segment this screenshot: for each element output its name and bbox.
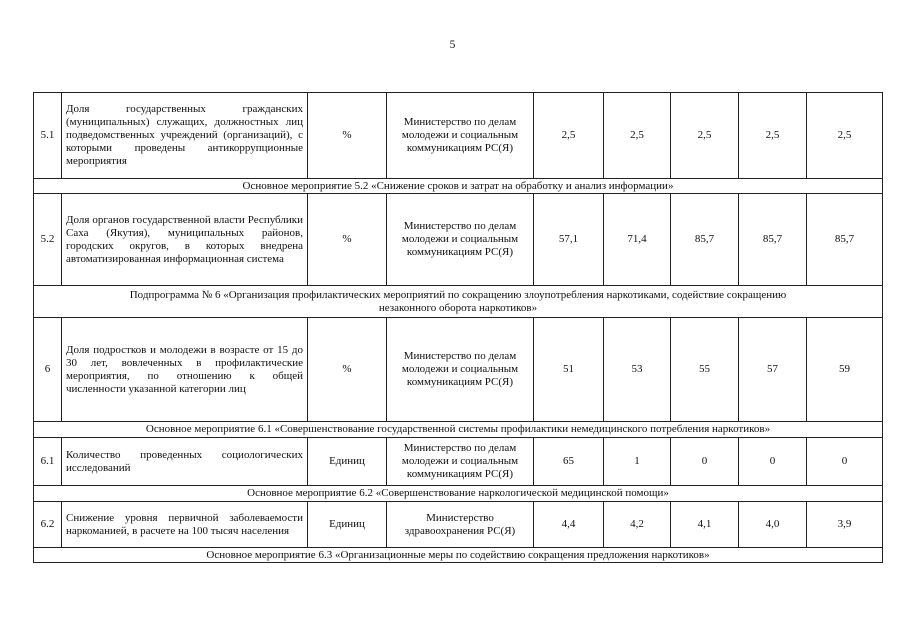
section-heading: Основное мероприятие 6.3 «Организационные меры по содействию сокращения предложения наркотиков» (34, 548, 883, 563)
indicator-value: 4,0 (739, 502, 807, 548)
row-number: 5.2 (34, 194, 62, 286)
indicator-unit: % (308, 93, 387, 179)
section-heading: Основное мероприятие 6.2 «Совершенствование наркологической медицинской помощи» (34, 486, 883, 502)
section-row (34, 286, 883, 318)
indicator-value: 2,5 (534, 93, 604, 179)
indicator-value: 3,9 (807, 502, 883, 548)
row-number: 6 (34, 318, 62, 422)
indicator-value: 0 (807, 438, 883, 486)
table-row (34, 438, 883, 486)
indicator-value: 85,7 (807, 194, 883, 286)
indicator-value: 1 (604, 438, 671, 486)
indicator-value: 2,5 (739, 93, 807, 179)
indicator-value: 51 (534, 318, 604, 422)
responsible-organization: Министерство по делам молодежи и социальным коммуникациям РС(Я) (387, 93, 534, 179)
indicator-value: 4,1 (671, 502, 739, 548)
indicator-unit: % (308, 318, 387, 422)
table-row (34, 502, 883, 548)
indicator-unit: % (308, 194, 387, 286)
section-row (34, 179, 883, 194)
section-heading: Основное мероприятие 6.1 «Совершенствование государственной системы профилактики немедицинского потребления наркотиков» (34, 422, 883, 438)
indicator-unit: Единиц (308, 502, 387, 548)
indicator-value: 55 (671, 318, 739, 422)
row-number: 5.1 (34, 93, 62, 179)
section-row (34, 422, 883, 438)
indicator-value: 4,4 (534, 502, 604, 548)
table-row (34, 93, 883, 179)
indicator-value: 2,5 (604, 93, 671, 179)
responsible-organization: Министерство по делам молодежи и социальным коммуникациям РС(Я) (387, 318, 534, 422)
indicator-value: 65 (534, 438, 604, 486)
indicator-value: 0 (739, 438, 807, 486)
indicator-description: Доля органов государственной власти Республики Саха (Якутия), муниципальных районов, городских округов, в которых внедрена автоматизированная информационная система (62, 194, 308, 286)
indicator-value: 85,7 (671, 194, 739, 286)
subprogram-heading: Подпрограмма № 6 «Организация профилактических мероприятий по сокращению злоупотребления наркотиками, содействие сокращению незаконного оборота наркотиков» (34, 286, 883, 318)
section-heading: Основное мероприятие 5.2 «Снижение сроков и затрат на обработку и анализ информации» (34, 179, 883, 194)
indicator-description: Количество проведенных социологических исследований (62, 438, 308, 486)
indicator-value: 59 (807, 318, 883, 422)
table-row (34, 318, 883, 422)
indicator-description: Снижение уровня первичной заболеваемости наркоманией, в расчете на 100 тысяч населения (62, 502, 308, 548)
indicator-unit: Единиц (308, 438, 387, 486)
section-row (34, 486, 883, 502)
indicator-description: Доля государственных гражданских (муниципальных) служащих, должностных лиц подведомственных учреждений (организаций), с которыми проведены антикоррупционные мероприятия (62, 93, 308, 179)
indicator-value: 0 (671, 438, 739, 486)
table-row (34, 194, 883, 286)
indicator-value: 57 (739, 318, 807, 422)
responsible-organization: Министерство по делам молодежи и социальным коммуникациям РС(Я) (387, 194, 534, 286)
indicator-value: 57,1 (534, 194, 604, 286)
responsible-organization: Министерство по делам молодежи и социальным коммуникациям РС(Я) (387, 438, 534, 486)
row-number: 6.1 (34, 438, 62, 486)
responsible-organization: Министерство здравоохранения РС(Я) (387, 502, 534, 548)
indicators-table (33, 92, 883, 563)
indicator-value: 4,2 (604, 502, 671, 548)
page-number: 5 (449, 39, 456, 51)
row-number: 6.2 (34, 502, 62, 548)
indicator-value: 85,7 (739, 194, 807, 286)
section-row (34, 548, 883, 563)
indicator-value: 2,5 (807, 93, 883, 179)
indicator-value: 2,5 (671, 93, 739, 179)
indicator-description: Доля подростков и молодежи в возрасте от 15 до 30 лет, вовлеченных в профилактические мероприятия, по отношению к общей численности указанной категории лиц (62, 318, 308, 422)
indicator-value: 71,4 (604, 194, 671, 286)
indicator-value: 53 (604, 318, 671, 422)
